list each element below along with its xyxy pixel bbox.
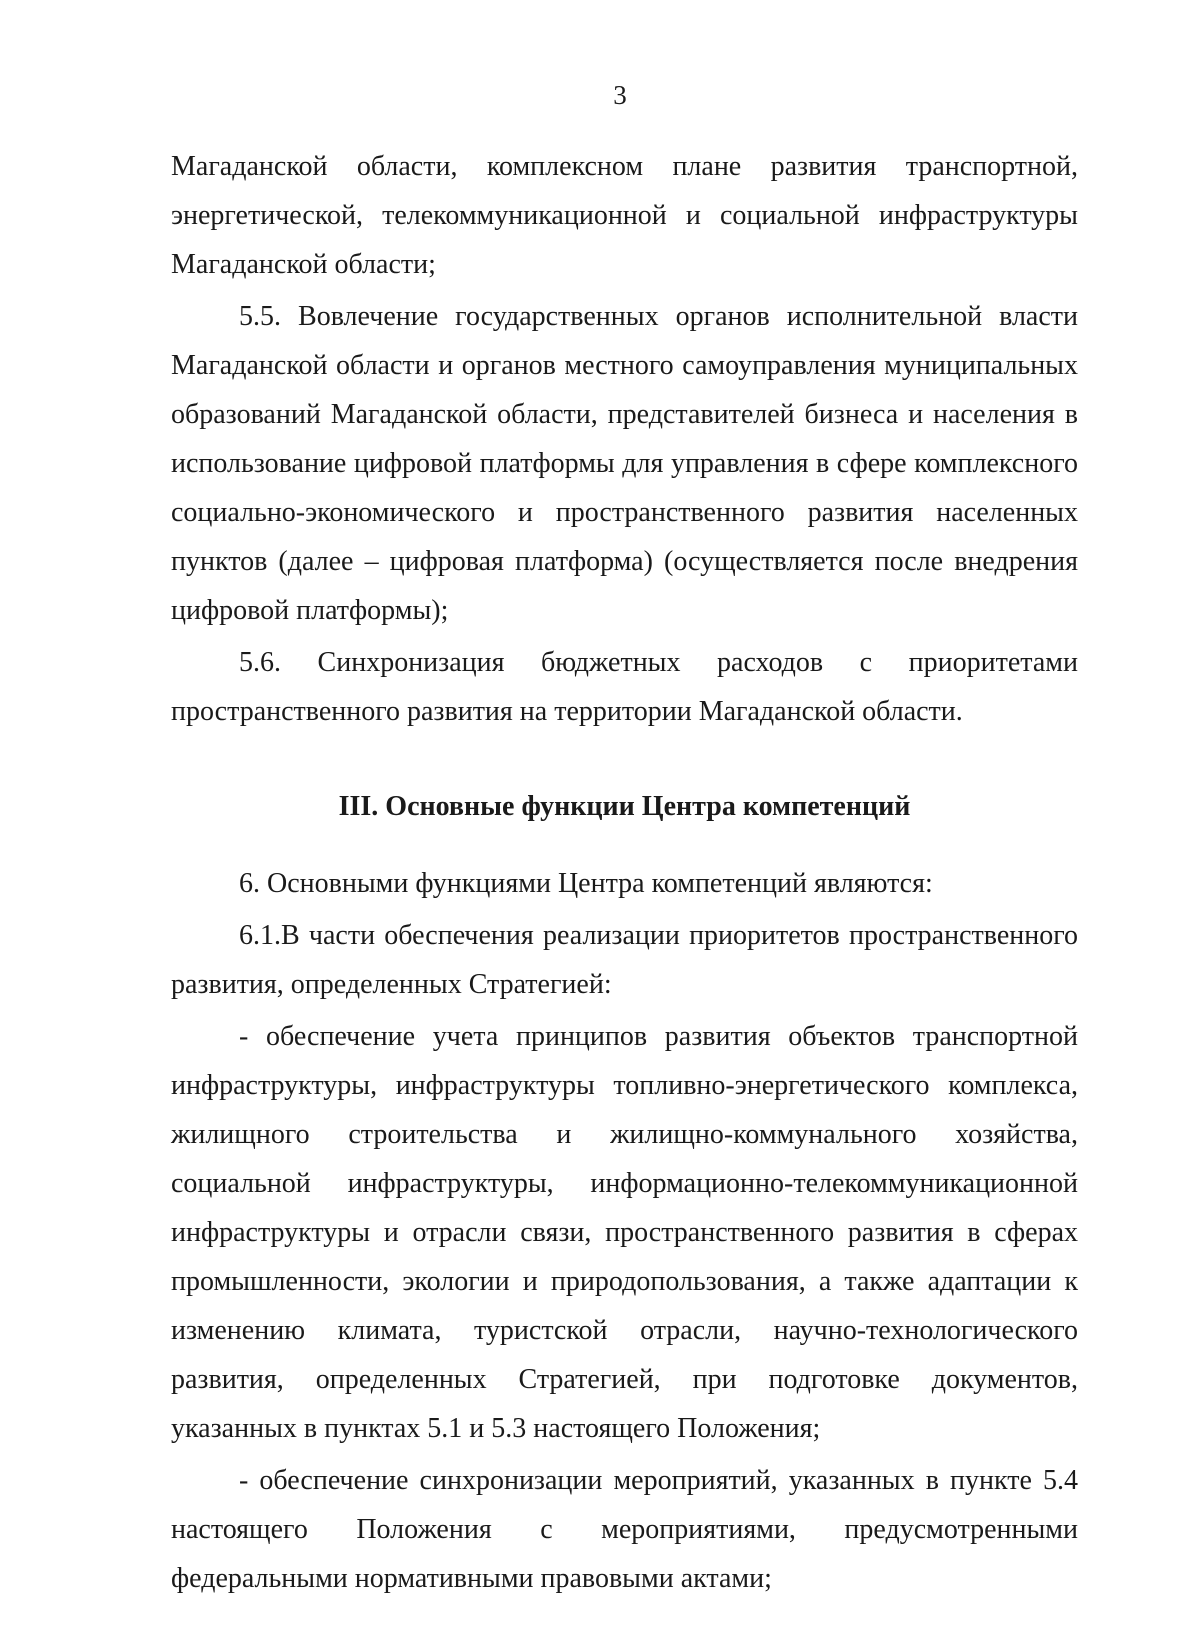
paragraph-5-6: 5.6. Синхронизация бюджетных расходов с приоритетами пространственного развития на территории Магаданской области.: [171, 647, 1078, 727]
section-heading: III. Основные функции Центра компетенций: [338, 791, 911, 822]
paragraph-continuation: Магаданской области, комплексном плане развития транспортной, энергетической, телекоммуникационной и социальной инфраструктуры Магаданской области;: [171, 151, 1078, 280]
list-item-transport-infrastructure: - обеспечение учета принципов развития объектов транспортной инфраструктуры, инфраструктуры топливно-энергетического комплекса, жилищного строительства и жилищно-коммунального хозяйства, социальной инфраструктуры, информационно-телекоммуникационной инфраструктуры и отрасли связи, пространственного развития в сферах промышленности, экологии и природопользования, а также адаптации к изменению климата, туристской отрасли, научно-технологического развития, определенных Стратегией, при подготовке документов, указанных в пунктах 5.1 и 5.3 настоящего Положения;: [171, 1021, 1078, 1444]
paragraph-6-1: 6.1.В части обеспечения реализации приоритетов пространственного развития, определенных Стратегией:: [171, 920, 1078, 1000]
paragraph-6: 6. Основными функциями Центра компетенций являются:: [239, 868, 933, 899]
document-body: [171, 142, 1078, 1603]
list-item-synchronization: - обеспечение синхронизации мероприятий, указанных в пункте 5.4 настоящего Положения с мероприятиями, предусмотренными федеральными нормативными правовыми актами;: [171, 1465, 1078, 1594]
paragraph-5-5: 5.5. Вовлечение государственных органов исполнительной власти Магаданской области и органов местного самоуправления муниципальных образований Магаданской области, представителей бизнеса и населения в использование цифровой платформы для управления в сфере комплексного социально-экономического и пространственного развития населенных пунктов (далее – цифровая платформа) (осуществляется после внедрения цифровой платформы);: [171, 301, 1078, 626]
page-number: 3: [613, 80, 627, 110]
